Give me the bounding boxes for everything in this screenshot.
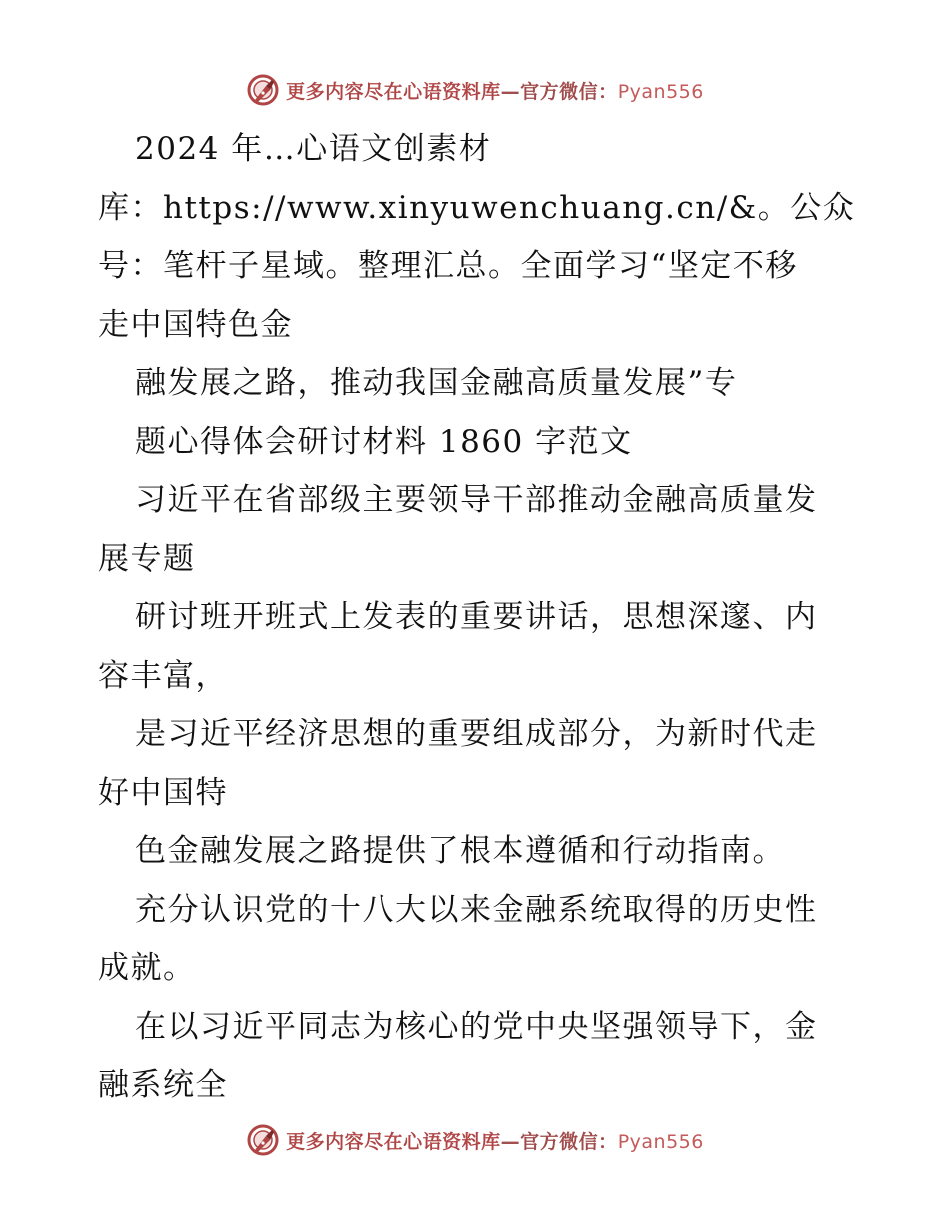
- banner-text: [286, 77, 704, 104]
- banner-dash: —: [500, 1130, 521, 1153]
- doc-line: 走中国特色金: [98, 306, 293, 343]
- doc-line: 融系统全: [98, 1067, 228, 1103]
- banner-text: [286, 1127, 704, 1154]
- doc-line: 号：笔杆子星域。整理汇总。全面学习“坚定不移: [98, 248, 798, 284]
- doc-line: 色金融发展之路提供了根本遵循和行动指南。: [135, 833, 785, 869]
- doc-line: 好中国特: [98, 774, 228, 811]
- doc-line: 题心得体会研讨材料 1860 字范文: [135, 423, 633, 460]
- banner-official-label: 官方微信：: [520, 80, 618, 103]
- document-body: [98, 120, 858, 1115]
- doc-line: 2024 年…心语文创素材: [135, 131, 492, 167]
- doc-line: 充分认识党的十八大以来金融系统取得的历史性: [135, 891, 818, 928]
- doc-line: 习近平在省部级主要领导干部推动金融高质量发: [135, 482, 818, 518]
- doc-line: 研讨班开班式上发表的重要讲话，思想深邃、内: [135, 599, 818, 635]
- banner-dash: —: [500, 80, 521, 103]
- header-banner: [0, 72, 950, 108]
- pen-nib-logo-icon: [246, 73, 280, 107]
- doc-line: 是习近平经济思想的重要组成部分，为新时代走: [135, 716, 818, 752]
- pen-nib-logo-icon: [246, 1123, 280, 1157]
- doc-line: 展专题: [98, 540, 196, 577]
- banner-wechat-id: Pyan556: [617, 1130, 704, 1153]
- footer-banner: [0, 1122, 950, 1158]
- doc-line: 库：https://www.xinyuwenchuang.cn/&。公众: [98, 189, 856, 226]
- doc-line: 融发展之路，推动我国金融高质量发展”专: [135, 365, 738, 401]
- banner-official-label: 官方微信：: [520, 1130, 618, 1153]
- banner-main-text: 更多内容尽在心语资料库: [286, 80, 501, 103]
- doc-line: 容丰富，: [98, 657, 228, 694]
- doc-line: 成就。: [98, 950, 196, 986]
- banner-main-text: 更多内容尽在心语资料库: [286, 1130, 501, 1153]
- banner-wechat-id: Pyan556: [617, 80, 704, 103]
- doc-line: 在以习近平同志为核心的党中央坚强领导下，金: [135, 1008, 818, 1045]
